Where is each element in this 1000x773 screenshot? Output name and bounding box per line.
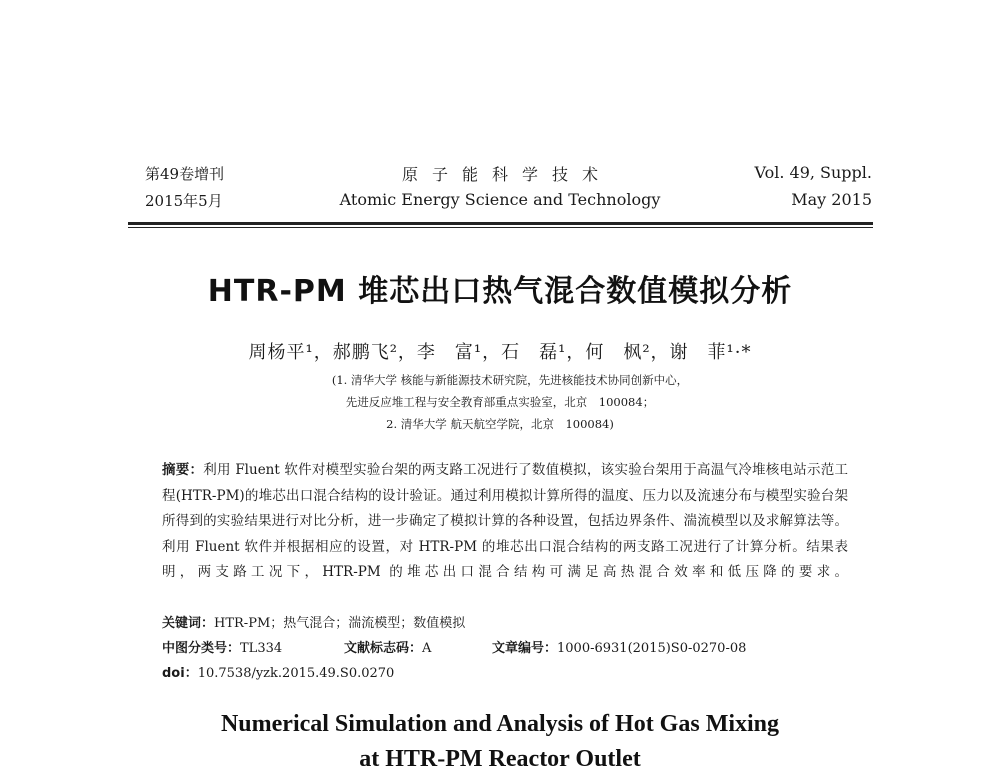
author-list: 周杨平¹，郝鹏飞²，李 富¹，石 磊¹，何 枫²，谢 菲¹·*	[248, 342, 752, 363]
paper-title-cn: HTR-PM 堆芯出口热气混合数值模拟分析	[207, 274, 793, 309]
journal-name-en: Atomic Energy Science and Technology	[339, 190, 661, 209]
doi-line	[162, 662, 394, 681]
doi-label: doi：	[162, 666, 198, 681]
doi-value: 10.7538/yzk.2015.49.S0.0270	[197, 666, 395, 681]
abstract-text: 利用 Fluent 软件对模型实验台架的两支路工况进行了数值模拟，该实验台架用于高温气冷堆核电站示范工程(HTR-PM)的堆芯出口混合结构的设计验证。通过利用模拟计算所得的温度、压力以及流速分布与模型实验台架所得到的实验结果进行对比分析，进一步确定了模拟计算的各种设置，包括边界条件、湍流模型以及求解算法等。利用 Fluent 软件并根据相应的设置，对 HTR-PM 的堆芯出口混合结构的两支路工况进行了计算分析。结果表明，两支路工况下，HTR-PM 的堆芯出口混合结构可满足高热混合效率和低压降的要求。	[162, 462, 848, 580]
journal-name-cn: 原子能科学技术	[401, 165, 612, 184]
abstract-label: 摘要：	[162, 462, 204, 478]
keywords-label: 关键词：	[162, 616, 215, 631]
affiliation-line: 先进反应堆工程与安全教育部重点实验室，北京 100084；	[345, 395, 655, 409]
date-en: May 2015	[791, 190, 872, 209]
abstract	[162, 458, 848, 586]
volume-en: Vol. 49, Suppl.	[754, 163, 872, 182]
affiliation-line: (1. 清华大学 核能与新能源技术研究院，先进核能技术协同创新中心，	[331, 373, 689, 387]
header-rule-thin	[128, 227, 873, 228]
doc-code-value: A	[422, 641, 432, 656]
article-number-value: 1000-6931(2015)S0-0270-08	[557, 641, 747, 656]
article-number-label: 文章编号：	[492, 641, 558, 656]
paper-title-en: at HTR-PM Reactor Outlet	[359, 746, 641, 772]
header-rule-thick	[128, 222, 873, 225]
clc-label: 中图分类号：	[162, 641, 241, 656]
volume-cn: 第49卷增刊	[145, 165, 225, 183]
doc-code-label: 文献标志码：	[344, 641, 423, 656]
classification-line	[162, 637, 746, 656]
keywords	[162, 612, 465, 631]
affiliation-line: 2. 清华大学 航天航空学院，北京 100084)	[386, 417, 614, 431]
date-cn: 2015年5月	[145, 192, 223, 210]
clc-value: TL334	[240, 641, 283, 656]
paper-title-en: Numerical Simulation and Analysis of Hot Gas Mixing	[220, 711, 780, 737]
keywords-text: HTR-PM；热气混合；湍流模型；数值模拟	[214, 616, 466, 631]
